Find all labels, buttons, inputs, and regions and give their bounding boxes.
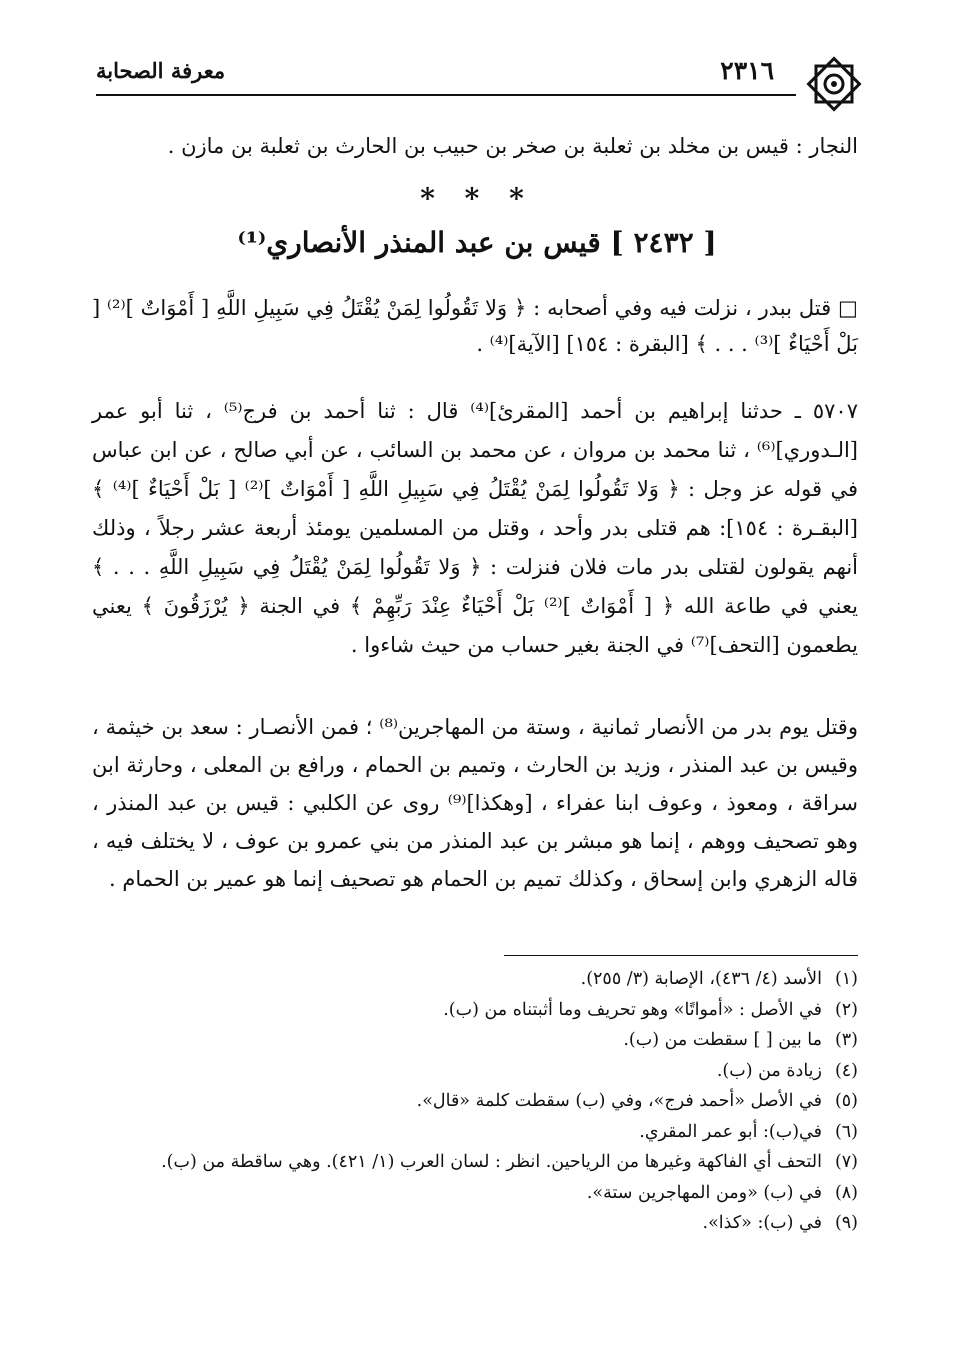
page-header: [96, 52, 866, 98]
entry-heading: [ ٢٤٣٢ ] قيس بن عبد المنذر الأنصاري⁽¹⁾: [237, 226, 717, 259]
footnotes: [92, 964, 858, 1239]
footnote: (٥)في الأصل «أحمد فرج»، وفي (ب) سقطت كلمة «قال».: [416, 1091, 858, 1111]
footnote: (٨)في (ب) «ومن المهاجرين ستة».: [586, 1182, 858, 1203]
footnote: (٩)في (ب): «كذا».: [702, 1213, 858, 1233]
footnote: (٤)زيادة من (ب).: [716, 1060, 858, 1081]
paragraph-hadith: ٥٧٠٧ ـ حدثنا إبراهيم بن أحمد [المقرئ]⁽⁴⁾ قال : ثنا أحمد بن فرج⁽⁵⁾ ، ثنا أبو عمر [الـدوري]⁽⁶⁾ ، ثنا محمد بن مروان ، عن محمد بن السائب ، عن أبي صالح ، عن ابن عباس في قوله عز وجل : ﴿ وَلا تَقُولُوا لِمَنْ يُقْتَلُ فِي سَبِيلِ اللَّهِ [ أَمْوَاتٌ ]⁽²⁾ [ بَلْ أَحْيَاءٌ ]⁽⁴⁾ ﴾ [البقـرة : ١٥٤]: هم قتلى بدر وأحد ، وقتل من المسلمين يومئذ أربعة عشر رجلاً ، وذلك أنهم يقولون لقتلى بدر مات فلان فنزلت : ﴿ وَلا تَقُولُوا لِمَنْ يُقْتَلُ فِي سَبِيلِ اللَّهِ . . . ﴾ يعني في طاعة الله ﴿ [ أَمْوَاتٌ ]⁽²⁾ بَلْ أَحْيَاءٌ عِنْدَ رَبِّهِمْ ﴾ في الجنة ﴿ يُرْزَقُونَ ﴾ يعني يطعمون [التحف]⁽⁷⁾ في الجنة بغير حساب من حيث شاءوا .: [92, 399, 859, 657]
paragraph-badr-list: وقتل يوم بدر من الأنصار ثمانية ، وستة من المهاجرين⁽⁸⁾ ؛ فمن الأنصـار : سعد بن خيثمة ، وقيس بن عبد المنذر ، وزيد بن الحارث ، وتميم بن الحمام ، ورافع بن المعلى ، وحارثة ابن سراقة ، ومعوذ ، وعوف ابنا عفراء ، [وهكذا]⁽⁹⁾ روى عن الكلبي : قيس بن عبد المنذر ، وهو تصحيف ووهم ، إنما هو مبشر بن عبد المنذر من بني عمرو بن عوف ، لا يختلف فيه ، قاله الزهري وابن إسحاق ، وكذلك تميم بن الحمام هو تصحيف إنما هو عمير بن الحمام .: [92, 715, 858, 891]
footnote-rule: [504, 955, 858, 956]
footnote: (٣)ما بين [ ] سقطت من (ب).: [623, 1030, 858, 1050]
paragraph-intro: □ قتل ببدر ، نزلت فيه وفي أصحابه : ﴿ وَلا تَقُولُوا لِمَنْ يُقْتَلُ فِي سَبِيلِ اللَّهِ [ أَمْوَاتٌ ]⁽²⁾ [ بَلْ أَحْيَاءٌ ]⁽³⁾ . . . ﴾ [البقرة : ١٥٤] [الآية]⁽⁴⁾ .: [92, 296, 858, 356]
footnote: (٧)التحف أي الفاكهة وغيرها من الرياحين. انظر : لسان العرب (١/ ٤٢١). وهي ساقطة من (ب).: [161, 1152, 858, 1172]
section-separator: * * *: [420, 182, 534, 215]
footnote: (١)الأسد (٤/ ٤٣٦)، الإصابة (٣/ ٢٥٥).: [580, 969, 858, 989]
footnote: (٢)في الأصل : «أمواتًا» وهو تحريف وما أثبتناه من (ب).: [443, 999, 858, 1020]
page-number: ٢٣١٦: [720, 56, 774, 85]
header-rule: [96, 94, 796, 96]
book-title: معرفة الصحابة: [96, 58, 226, 83]
footnote: (٦)في(ب): أبو عمر المقري.: [639, 1121, 858, 1142]
paragraph-lineage: النجار : قيس بن مخلد بن ثعلبة بن صخر بن حبيب بن الحارث بن ثعلبة بن مازن .: [167, 134, 858, 158]
ornament-icon: [802, 52, 866, 116]
